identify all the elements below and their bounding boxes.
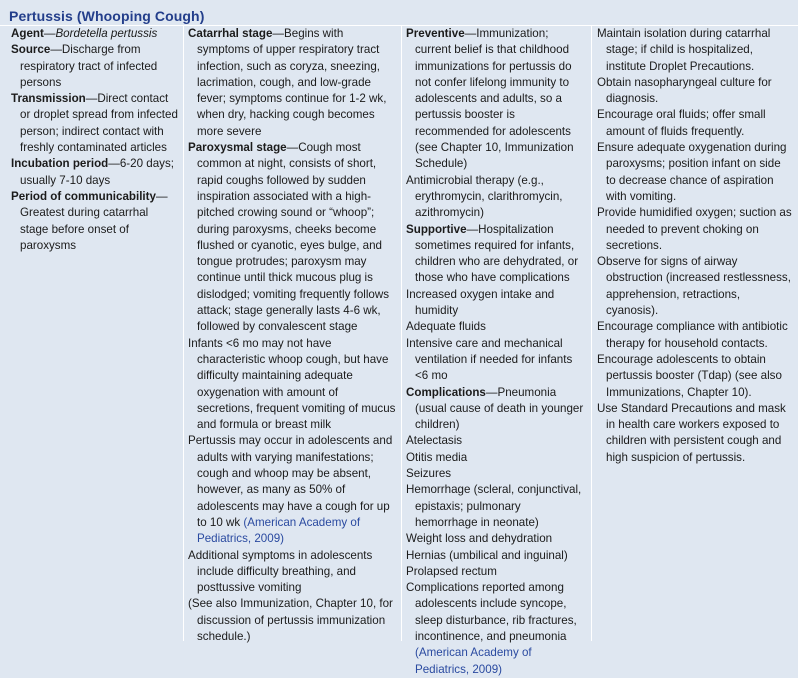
complications-label: Complications bbox=[406, 386, 486, 399]
supportive-entry: Supportive—Hospitalization sometimes required for infants, children who are dehydrated, or those who have complications bbox=[406, 222, 586, 287]
complication-item: Atelectasis bbox=[406, 433, 586, 449]
column-disease-info bbox=[11, 26, 179, 254]
page-title: Pertussis (Whooping Cough) bbox=[9, 8, 204, 24]
transmission-entry: Transmission—Direct contact or droplet spread from infected person; indirect contact with freshly contaminated articles bbox=[11, 91, 179, 156]
paroxysmal-text: Cough most common at night, consists of short, rapid coughs followed by sudden inspiration associated with a high-pitched crowing sound or “whoop”; during paroxysms, cheeks become flushed or cyanotic, eyes bulge, and tongue protrudes; paroxysm may continue until thick mucous plug is dislodged; vomiting frequently follows attack; stage generally lasts 4-6 wk, followed by convalescent stage bbox=[197, 141, 389, 333]
see-also-entry: (See also Immunization, Chapter 10, for discussion of pertussis immunization schedule.) bbox=[188, 596, 396, 645]
supportive-text: Hospitalization sometimes required for infants, children who are dehydrated, or those who have complications bbox=[415, 223, 578, 285]
column-nursing-considerations bbox=[597, 26, 793, 466]
complication-item: Prolapsed rectum bbox=[406, 564, 586, 580]
transmission-text: Direct contact or droplet spread from infected person; indirect contact with freshly contaminated articles bbox=[20, 92, 178, 154]
complications-entry: Complications—Pneumonia (usual cause of death in younger children) bbox=[406, 385, 586, 434]
fluids-entry: Adequate fluids bbox=[406, 319, 586, 335]
incubation-text: 6-20 days; usually 7-10 days bbox=[20, 157, 174, 186]
supportive-label: Supportive bbox=[406, 223, 467, 236]
paroxysmal-label: Paroxysmal stage bbox=[188, 141, 287, 154]
agent-label: Agent bbox=[11, 27, 44, 40]
reported-complications-entry bbox=[406, 580, 586, 678]
complication-item: Seizures bbox=[406, 466, 586, 482]
complication-item: Hernias (umbilical and inguinal) bbox=[406, 548, 586, 564]
incubation-entry: Incubation period—6-20 days; usually 7-10 days bbox=[11, 156, 179, 189]
catarrhal-label: Catarrhal stage bbox=[188, 27, 272, 40]
column-divider bbox=[183, 26, 184, 641]
catarrhal-text: Begins with symptoms of upper respiratory tract infection, such as coryza, sneezing, lacrimation, cough, and low-grade fever; symptoms continue for 1-2 wk, when dry, hacking cough becomes more severe bbox=[197, 27, 386, 138]
communicability-entry: Period of communicability—Greatest during catarrhal stage before onset of paroxysms bbox=[11, 189, 179, 254]
source-entry: Source—Discharge from respiratory tract of infected persons bbox=[11, 42, 179, 91]
nursing-item: Provide humidified oxygen; suction as needed to prevent choking on secretions. bbox=[597, 205, 793, 254]
nursing-item: Encourage adolescents to obtain pertussis booster (Tdap) (see also Immunizations, Chapter 10). bbox=[597, 352, 793, 401]
column-management bbox=[406, 26, 586, 678]
nursing-item: Obtain nasopharyngeal culture for diagnosis. bbox=[597, 75, 793, 108]
nursing-item: Maintain isolation during catarrhal stage; if child is hospitalized, institute Droplet Precautions. bbox=[597, 26, 793, 75]
preventive-text: Immunization; current belief is that childhood immunizations for pertussis do not confer lifelong immunity to adolescents and adults, so a pertussis booster is recommended for adolescents (see Chapter 10, Immunization Schedule) bbox=[415, 27, 574, 170]
nursing-item: Observe for signs of airway obstruction (increased restlessness, apprehension, retractions, cyanosis). bbox=[597, 254, 793, 319]
incubation-label: Incubation period bbox=[11, 157, 108, 170]
column-divider bbox=[401, 26, 402, 641]
transmission-label: Transmission bbox=[11, 92, 86, 105]
infants-entry: Infants <6 mo may not have characteristic whoop cough, but have difficulty maintaining adequate oxygenation with amount of secretions, frequent vomiting of mucus and formula or breast milk bbox=[188, 336, 396, 434]
oxygen-entry: Increased oxygen intake and humidity bbox=[406, 287, 586, 320]
source-text: Discharge from respiratory tract of infected persons bbox=[20, 43, 157, 89]
agent-text: Bordetella pertussis bbox=[55, 27, 157, 40]
antimicrobial-entry: Antimicrobial therapy (e.g., erythromycin, clarithromycin, azithromycin) bbox=[406, 173, 586, 222]
nursing-item: Encourage compliance with antibiotic therapy for household contacts. bbox=[597, 319, 793, 352]
preventive-label: Preventive bbox=[406, 27, 465, 40]
column-clinical-manifestations bbox=[188, 26, 396, 645]
adolescents-entry bbox=[188, 433, 396, 547]
complication-item: Weight loss and dehydration bbox=[406, 531, 586, 547]
source-label: Source bbox=[11, 43, 50, 56]
adolescents-text: Pertussis may occur in adolescents and adults with varying manifestations; cough and whoop may be absent, however, as many as 50% of adolescents may have a cough for up to 10 wk bbox=[188, 434, 392, 528]
preventive-entry: Preventive—Immunization; current belief is that childhood immunizations for pertussis do not confer lifelong immunity to adolescents and adults, so a pertussis booster is recommended for adolescents (see Chapter 10, Immunization Schedule) bbox=[406, 26, 586, 173]
nursing-item: Use Standard Precautions and mask in health care workers exposed to children with persistent cough and high suspicion of pertussis. bbox=[597, 401, 793, 466]
citation-link[interactable]: (American Academy of Pediatrics, 2009) bbox=[197, 516, 360, 545]
agent-entry: Agent—Bordetella pertussis bbox=[11, 26, 179, 42]
catarrhal-entry: Catarrhal stage—Begins with symptoms of upper respiratory tract infection, such as coryza, sneezing, lacrimation, cough, and low-grade fever; symptoms continue for 1-2 wk, when dry, hacking cough becomes more severe bbox=[188, 26, 396, 140]
complications-text: Pneumonia (usual cause of death in younger children) bbox=[415, 386, 583, 432]
nursing-item: Ensure adequate oxygenation during paroxysms; position infant on side to decrease chance of aspiration with vomiting. bbox=[597, 140, 793, 205]
complication-item: Otitis media bbox=[406, 450, 586, 466]
citation-link[interactable]: (American Academy of Pediatrics, 2009) bbox=[415, 646, 532, 675]
communicability-label: Period of communicability bbox=[11, 190, 156, 203]
communicability-text: Greatest during catarrhal stage before onset of paroxysms bbox=[20, 206, 148, 252]
additional-symptoms-entry: Additional symptoms in adolescents include difficulty breathing, and posttussive vomiting bbox=[188, 548, 396, 597]
column-divider bbox=[591, 26, 592, 641]
intensive-care-entry: Intensive care and mechanical ventilation if needed for infants <6 mo bbox=[406, 336, 586, 385]
paroxysmal-entry: Paroxysmal stage—Cough most common at night, consists of short, rapid coughs followed by sudden inspiration associated with a high-pitched crowing sound or “whoop”; during paroxysms, cheeks become flushed or cyanotic, eyes bulge, and tongue protrudes; paroxysm may continue until thick mucous plug is dislodged; vomiting frequently follows attack; stage generally lasts 4-6 wk, followed by convalescent stage bbox=[188, 140, 396, 336]
reported-text: Complications reported among adolescents include syncope, sleep disturbance, rib fractures, incontinence, and pneumonia bbox=[406, 581, 577, 643]
complication-item: Hemorrhage (scleral, conjunctival, epistaxis; pulmonary hemorrhage in neonate) bbox=[406, 482, 586, 531]
nursing-item: Encourage oral fluids; offer small amount of fluids frequently. bbox=[597, 107, 793, 140]
